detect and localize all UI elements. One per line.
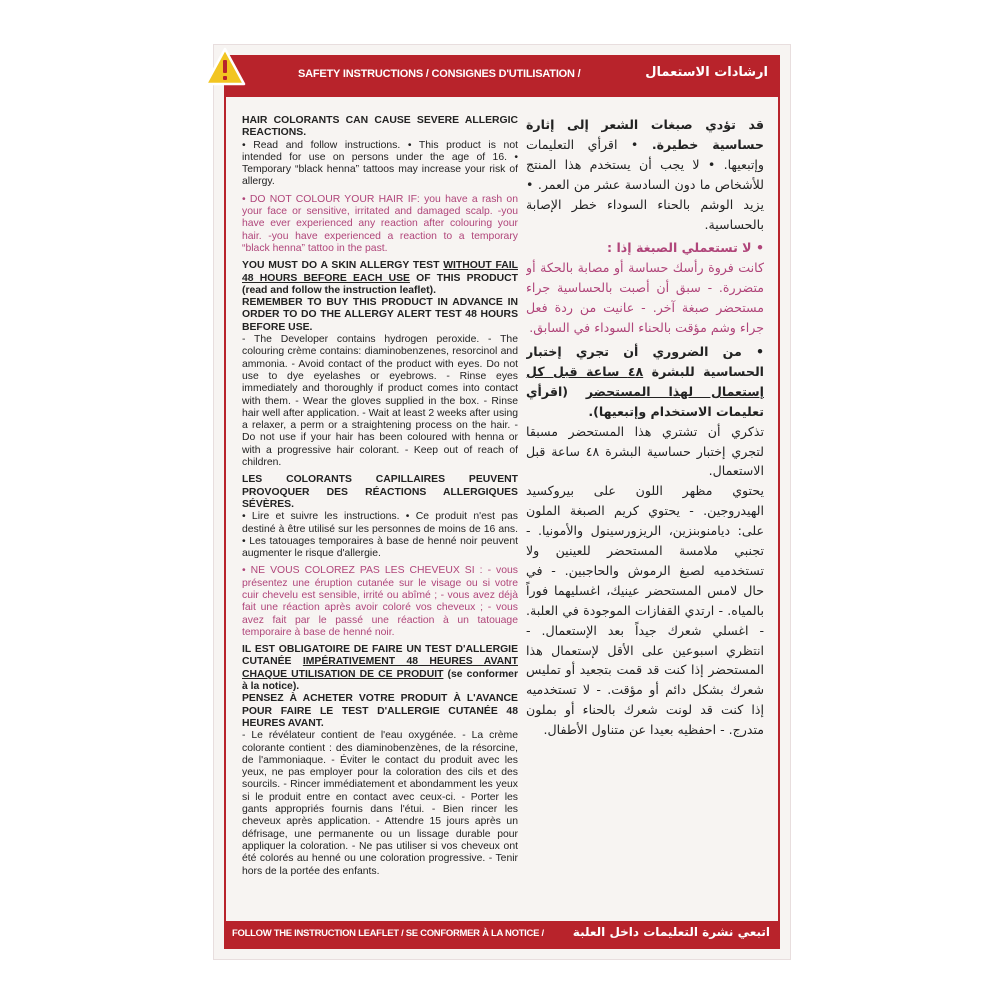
en-precautions: - The Developer contains hydrogen peroxide. - The colouring crème contains: diaminobenzenes, resorcinol and ammonia. - Avoid contact of the product with eyes. Do not use to dye eyelashes or eyebrows. - Rinse eyes immediately and thoroughly if product comes into contact with them. - Wear the gloves supplied in the box. - Rinse hair well after application. - Wait at least 2 weeks after using a relaxer, a perm or a straightening process on the hair. - Do not use if your hair has been coloured with henna or with a progressive hair colorant. - Keep out of reach of children. [242,334,518,469]
en-test-timing: WITHOUT FAIL 48 HOURS BEFORE EACH USE [242,260,518,284]
red-border-frame [224,55,780,949]
en-warning-heading: HAIR COLORANTS CAN CAUSE SEVERE ALLERGIC REACTIONS. [242,115,518,139]
ar-do-not-colour-heading: • لا تستعملي الصبغة إذا : [607,240,764,256]
ar-warning-paragraph [526,115,764,234]
en-allergy-test-paragraph [242,260,518,469]
header-bar [226,57,778,97]
fr-warning-paragraph [242,474,518,560]
ar-test-timing: ٤٨ ساعة قبل كل إستعمال لهذا المستحضر [526,363,764,399]
footer-text-arabic: اتبعي نشرة التعليمات داخل العلبة [572,925,770,939]
ar-allergy-test-paragraph [526,342,764,740]
footer-bar [226,921,778,947]
ar-do-not-colour [526,238,764,338]
ar-test-intro: • من الضروري أن تجري إختبار الحساسية للبشرة [526,343,764,379]
ar-warning-body: • اقرأي التعليمات وإتبعيها. • لا يجب أن يستخدم هذا المنتج للأشخاص ما دون السادسة عشر من العمر. • يزيد الوشم بالحناء السوداء خطر الإصابة بالحساسية. [526,136,764,232]
latin-text-column [242,115,518,915]
warning-triangle-icon [204,47,246,87]
fr-allergy-test-paragraph [242,644,518,878]
en-test-note: OF THIS PRODUCT (read and follow the instruction leaflet). [242,272,518,296]
en-warning-body: • Read and follow instructions. • This product is not intended for use on persons under the age of 16. • Temporary “black henna” tattoos may increase your risk of allergy. [242,139,518,188]
fr-test-intro: IL EST OBLIGATOIRE DE FAIRE UN TEST D'ALLERGIE CUTANÉE [242,644,518,668]
fr-test-timing: IMPÉRATIVEMENT 48 HEURES AVANT CHAQUE UTILISATION DE CE PRODUIT [242,656,518,680]
fr-precautions: - Le révélateur contient de l'eau oxygénée. - La crème colorante contient : des diaminobenzènes, de la résorcine, de l'ammoniaque. - Éviter le contact du produit avec les yeux, ne pas employer pour la coloration des cils et des sourcils. - Rincer immédiatement et abondamment les yeux si le produit entre en contact avec ceux-ci. - Porter les gants appropriés fournis dans l'étui. - Bien rincer les cheveux après application. - Attendre 15 jours après un défrisage, une permanente ou un lissage durable pour appliquer la coloration. - Ne pas utiliser si vos cheveux ont été colorés au henné ou une coloration progressive. - Tenir hors de la portée des enfants. [242,730,518,877]
fr-remember: PENSEZ À ACHETER VOTRE PRODUIT À L'AVANCE POUR FAIRE LE TEST D'ALLERGIE CUTANÉE 48 HEURES AVANT. [242,693,518,729]
ar-precautions: يحتوي مظهر اللون على بيروكسيد الهيدروجين. - يحتوي كريم الصبغة الملون على: ديامنوبنزين، الريزورسينول والأمونيا. - تجنبي ملامسة المستحضر للعينين ولا تستخدميه لصبغ الرموش والحاجبين. - في حال لامس المستحضر عينيك، اغسليهما فوراً بالمياه. - ارتدي القفازات الموجودة في العلبة. - اغسلي شعرك جيداً بعد الإستعمال. - انتظري اسبوعين على الأقل لإستعمال هذا المستحضر إذا كنت قد قمت بتجعيد أو تمليس شعرك بشكل دائم أو مؤقت. - لا تستخدميه إذا كنت قد لونت شعرك بالحناء أو بملون متدرج. - احفظيه بعيدا عن متناول الأطفال. [526,483,764,738]
en-test-intro: YOU MUST DO A SKIN ALLERGY TEST [242,260,444,272]
ar-test-note: (اقرأي تعليمات الاستخدام وإتبعيها). [526,383,764,419]
leaflet-panel [213,44,791,960]
fr-test-note: (se conformer à la notice). [242,668,518,693]
fr-warning-heading: LES COLORANTS CAPILLAIRES PEUVENT PROVOQUER DES RÉACTIONS ALLERGIQUES SÉVÈRES. [242,474,518,510]
arabic-text-column [526,115,764,923]
en-do-not-colour: • DO NOT COLOUR YOUR HAIR IF: you have a rash on your face or sensitive, irritated and damaged scalp. -you have ever experienced any reaction after colouring your hair. -you have experienced a reaction to a temporary “black henna” tattoo in the past. [242,193,518,254]
ar-do-not-colour-body: كانت فروة رأسك حساسة أو مصابة بالحكة أو متضررة. - سبق أن أصبت بالحساسية جراء مستحضر صبغة آخر. - عانيت من ردة فعل جراء وشم مؤقت بالحناء السوداء في السابق. [526,260,764,336]
footer-text-latin: FOLLOW THE INSTRUCTION LEAFLET / SE CONFORMER À LA NOTICE / [232,928,544,939]
fr-do-not-colour: • NE VOUS COLOREZ PAS LES CHEVEUX SI : - vous présentez une éruption cutanée sur le visage ou si votre cuir chevelu est sensible, irrité ou abîmé ; - vous avez déjà fait une réaction après avoir coloré vos cheveux ; - vous avez fait par le passé une réaction à un tatouage temporaire à base de henné noir. [242,565,518,638]
ar-warning-heading: قد تؤدي صبغات الشعر إلى إثارة حساسية خطيرة. [526,117,764,152]
fr-warning-body: • Lire et suivre les instructions. • Ce produit n'est pas destiné à être utilisé sur les personnes de moins de 16 ans. • Les tatouages temporaires à base de henné noir peuvent augmenter le risque d'allergie. [242,511,518,560]
header-title-arabic: ارشادات الاستعمال [645,65,768,80]
en-warning-paragraph [242,115,518,189]
header-title-latin: SAFETY INSTRUCTIONS / CONSIGNES D'UTILISATION / [298,68,581,80]
ar-remember: تذكري أن تشتري هذا المستحضر مسبقا لتجري إختبار حساسية البشرة ٤٨ ساعة قبل الاستعمال. [526,423,764,479]
en-remember: REMEMBER TO BUY THIS PRODUCT IN ADVANCE IN ORDER TO DO THE ALLERGY ALERT TEST 48 HOURS BEFORE USE. [242,297,518,333]
